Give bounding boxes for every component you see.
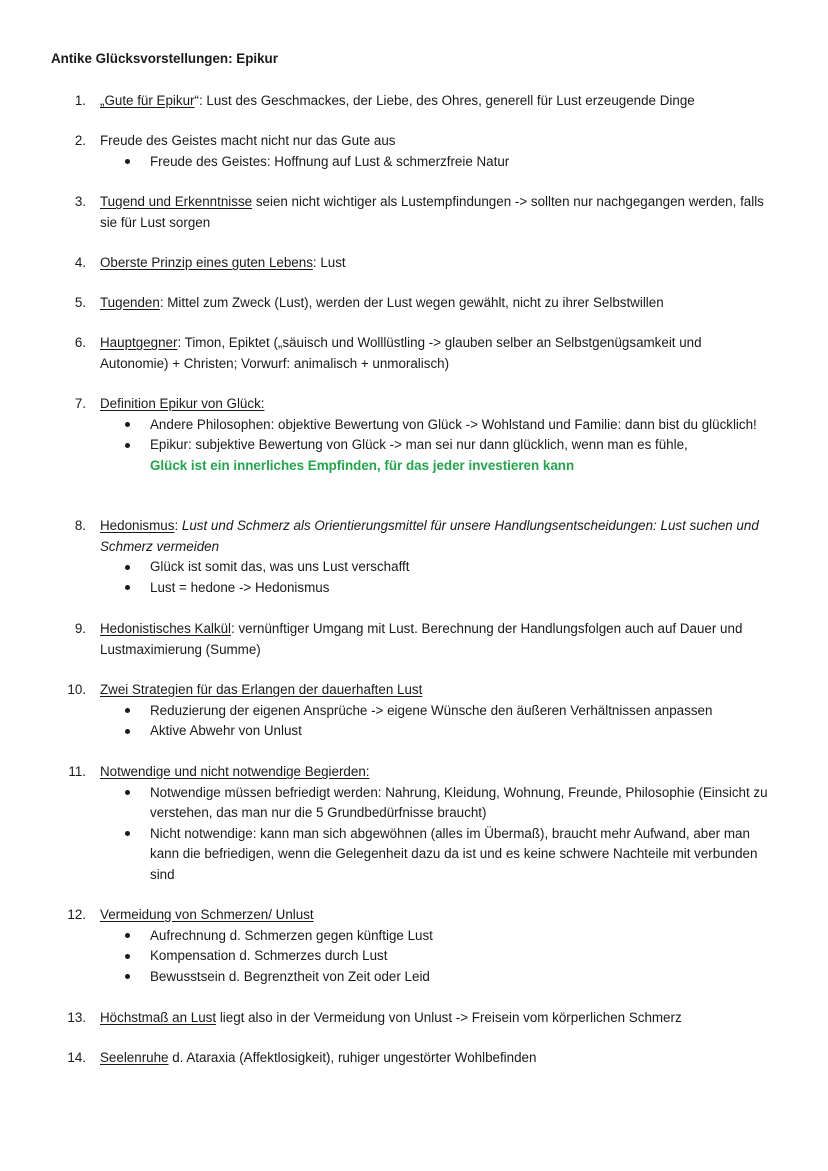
bullet-icon bbox=[125, 974, 130, 979]
item-body bbox=[100, 333, 772, 374]
bullet-item bbox=[100, 824, 772, 886]
item-number: 14. bbox=[67, 1050, 86, 1065]
bullet-item bbox=[100, 557, 772, 578]
item-text: : vernünftiger Umgang mit Lust. Berechnung der Handlungsfolgen auch auf Dauer und Lustmaximierung (Summe) bbox=[100, 621, 743, 657]
item-number: 7. bbox=[74, 396, 86, 411]
item-text: d. Ataraxia (Affektlosigkeit), ruhiger ungestörter Wohlbefinden bbox=[168, 1050, 537, 1065]
item-number: 4. bbox=[74, 255, 86, 270]
item-keyword: Zwei Strategien für das Erlangen der dauerhaften Lust bbox=[100, 682, 423, 697]
bullet-list bbox=[100, 415, 772, 477]
item-text: : bbox=[174, 518, 182, 533]
bullet-list bbox=[100, 926, 772, 988]
item-keyword: Tugenden bbox=[100, 295, 160, 310]
bullet-item bbox=[100, 435, 772, 476]
bullet-text: Lust = hedone -> Hedonismus bbox=[150, 579, 330, 595]
item-body bbox=[100, 394, 772, 476]
item-text: seien nicht wichtiger als Lustempfindungen -> sollten nur nachgegangen werden, falls sie für Lust sorgen bbox=[100, 194, 764, 230]
item-italic-text: Lust und Schmerz als Orientierungsmittel für unsere Handlungsentscheidungen: Lust suchen und Schmerz vermeiden bbox=[100, 518, 759, 554]
bullet-item bbox=[100, 721, 772, 742]
bullet-item bbox=[100, 967, 772, 988]
item-body bbox=[100, 91, 772, 112]
item-number: 3. bbox=[74, 194, 86, 209]
bullet-item bbox=[100, 701, 772, 722]
bullet-text: Notwendige müssen befriedigt werden: Nahrung, Kleidung, Wohnung, Freunde, Philosophie (Einsicht zu verstehen, das man nur die 5 Grundbedürfnisse braucht) bbox=[150, 784, 768, 820]
item-number: 2. bbox=[74, 133, 86, 148]
item-text: : Timon, Epiktet („säuisch und Wolllüstling -> glauben selber an Selbstgenügsamkeit und Autonomie) + Christen; Vorwurf: animalisch + unmoralisch) bbox=[100, 335, 702, 371]
bullet-text: Aufrechnung d. Schmerzen gegen künftige Lust bbox=[150, 927, 433, 943]
item-text: Freude des Geistes macht nicht nur das Gute aus bbox=[100, 133, 396, 148]
item-text: : Mittel zum Zweck (Lust), werden der Lust wegen gewählt, nicht zu ihrer Selbstwillen bbox=[159, 295, 664, 310]
item-number: 12. bbox=[67, 907, 86, 922]
item-text: : Lust bbox=[312, 255, 346, 270]
item-body bbox=[100, 293, 772, 314]
item-number: 13. bbox=[67, 1010, 86, 1025]
bullet-list bbox=[100, 783, 772, 886]
bullet-item bbox=[100, 152, 772, 173]
item-body bbox=[100, 192, 772, 233]
bullet-text: Kompensation d. Schmerzes durch Lust bbox=[150, 948, 388, 963]
bullet-text: Reduzierung der eigenen Ansprüche -> eigene Wünsche den äußeren Verhältnissen anpassen bbox=[150, 702, 713, 718]
bullet-item bbox=[100, 926, 772, 947]
item-keyword: Definition Epikur von Glück: bbox=[100, 396, 265, 411]
bullet-item bbox=[100, 415, 772, 436]
item-keyword: Hedonismus bbox=[100, 518, 175, 533]
bullet-text: Aktive Abwehr von Unlust bbox=[150, 723, 302, 738]
item-body bbox=[100, 1048, 772, 1069]
item-number: 5. bbox=[74, 295, 86, 310]
bullet-icon bbox=[125, 159, 130, 164]
bullet-item bbox=[100, 578, 772, 599]
item-body bbox=[100, 131, 772, 172]
item-number: 11. bbox=[68, 764, 86, 779]
item-keyword: Notwendige und nicht notwendige Begierden: bbox=[100, 764, 370, 779]
item-keyword: Höchstmaß an Lust bbox=[100, 1010, 217, 1025]
bullet-icon bbox=[125, 729, 130, 734]
item-body bbox=[100, 680, 772, 742]
item-keyword: Vermeidung von Schmerzen/ Unlust bbox=[100, 907, 314, 922]
item-keyword: Tugend und Erkenntnisse bbox=[100, 194, 253, 209]
bullet-text: Epikur: subjektive Bewertung von Glück -> man sei nur dann glücklich, wenn man es fühle, bbox=[150, 437, 688, 452]
item-body bbox=[100, 619, 772, 660]
bullet-icon bbox=[125, 954, 130, 959]
bullet-item bbox=[100, 946, 772, 967]
bullet-icon bbox=[125, 585, 130, 590]
item-number: 1. bbox=[74, 93, 86, 108]
item-number: 9. bbox=[74, 621, 86, 636]
item-body bbox=[100, 1008, 772, 1029]
bullet-icon bbox=[125, 831, 130, 836]
item-body bbox=[100, 516, 772, 598]
item-keyword: Hedonistisches Kalkül bbox=[100, 621, 231, 636]
bullet-text: Nicht notwendige: kann man sich abgewöhnen (alles im Übermaß), braucht mehr Aufwand, aber man kann die befriedigen, wenn die Gelegenheit dazu da ist und es keine schwere Nachteile mit verbunden sind bbox=[150, 825, 758, 882]
item-number: 6. bbox=[74, 335, 86, 350]
item-keyword: „Gute für Epikur bbox=[100, 93, 195, 108]
bullet-text: Bewusstsein d. Begrenztheit von Zeit oder Leid bbox=[150, 968, 430, 984]
bullet-text: Freude des Geistes: Hoffnung auf Lust & schmerzfreie Natur bbox=[150, 153, 510, 169]
item-text: “: Lust des Geschmackes, der Liebe, des Ohres, generell für Lust erzeugende Dinge bbox=[194, 93, 695, 108]
item-keyword: Hauptgegner bbox=[100, 335, 178, 350]
bullet-text: Glück ist somit das, was uns Lust verschafft bbox=[150, 559, 410, 574]
bullet-icon bbox=[125, 565, 130, 570]
page-title: Antike Glücksvorstellungen: Epikur bbox=[51, 51, 278, 66]
bullet-icon bbox=[125, 443, 130, 448]
bullet-icon bbox=[125, 790, 130, 795]
item-keyword: Oberste Prinzip eines guten Lebens bbox=[100, 255, 313, 270]
bullet-text: Andere Philosophen: objektive Bewertung von Glück -> Wohlstand und Familie: dann bist du glücklich! bbox=[150, 416, 757, 432]
item-body bbox=[100, 253, 772, 274]
item-number: 8. bbox=[74, 518, 86, 533]
bullet-list bbox=[100, 152, 772, 173]
item-body bbox=[100, 905, 772, 987]
item-body bbox=[100, 762, 772, 885]
highlight-text: Glück ist ein innerliches Empfinden, für das jeder investieren kann bbox=[150, 457, 575, 473]
bullet-list bbox=[100, 701, 772, 742]
bullet-icon bbox=[125, 933, 130, 938]
bullet-item bbox=[100, 783, 772, 824]
item-text: liegt also in der Vermeidung von Unlust -> Freisein vom körperlichen Schmerz bbox=[216, 1010, 682, 1025]
item-number: 10. bbox=[67, 682, 86, 697]
item-keyword: Seelenruhe bbox=[100, 1050, 169, 1065]
bullet-icon bbox=[125, 708, 130, 713]
bullet-icon bbox=[125, 422, 130, 427]
bullet-list bbox=[100, 557, 772, 598]
